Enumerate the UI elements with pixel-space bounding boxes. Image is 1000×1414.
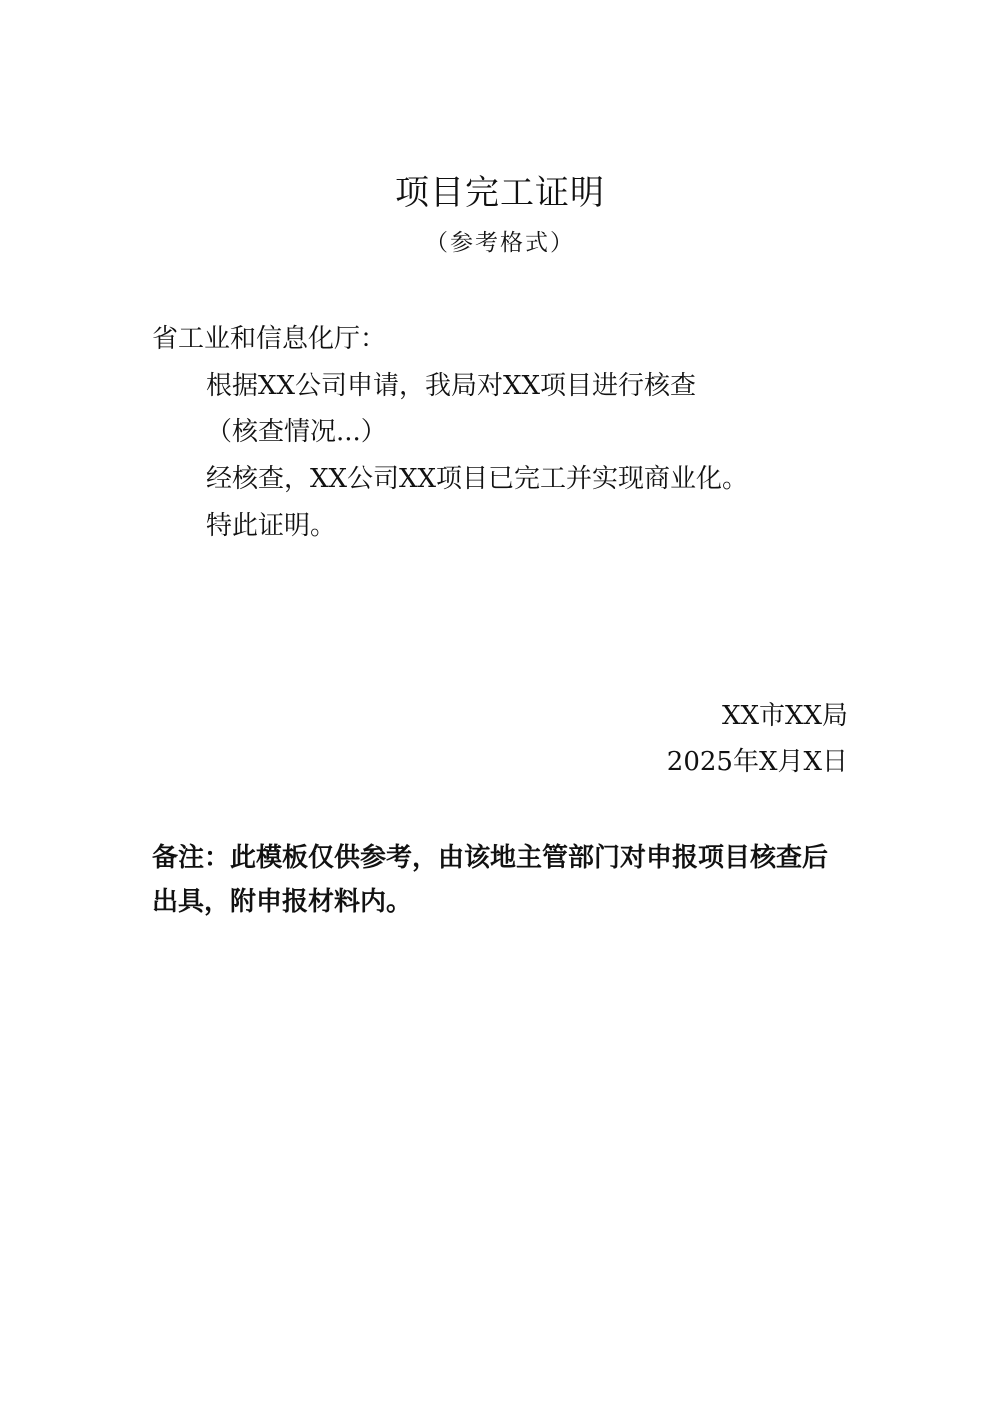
body-paragraph: 根据XX公司申请，我局对XX项目进行核查 [206,371,697,401]
body-paragraph: 经核查，XX公司XX项目已完工并实现商业化。 [206,464,749,494]
issuer-signature: XX市XX局 [721,701,848,731]
remark-line: 出具，附申报材料内。 [152,887,413,917]
body-paragraph: （核查情况...） [206,417,387,447]
salutation: 省工业和信息化厅： [152,324,387,354]
remark-note [152,836,852,924]
document-subtitle: （参考格式） [425,230,575,256]
body-paragraph: 特此证明。 [206,511,337,541]
issue-date: 2025年X月X日 [666,747,848,777]
remark-line: 备注：此模板仅供参考，由该地主管部门对申报项目核查后 [152,843,829,873]
document-title: 项目完工证明 [395,173,605,213]
